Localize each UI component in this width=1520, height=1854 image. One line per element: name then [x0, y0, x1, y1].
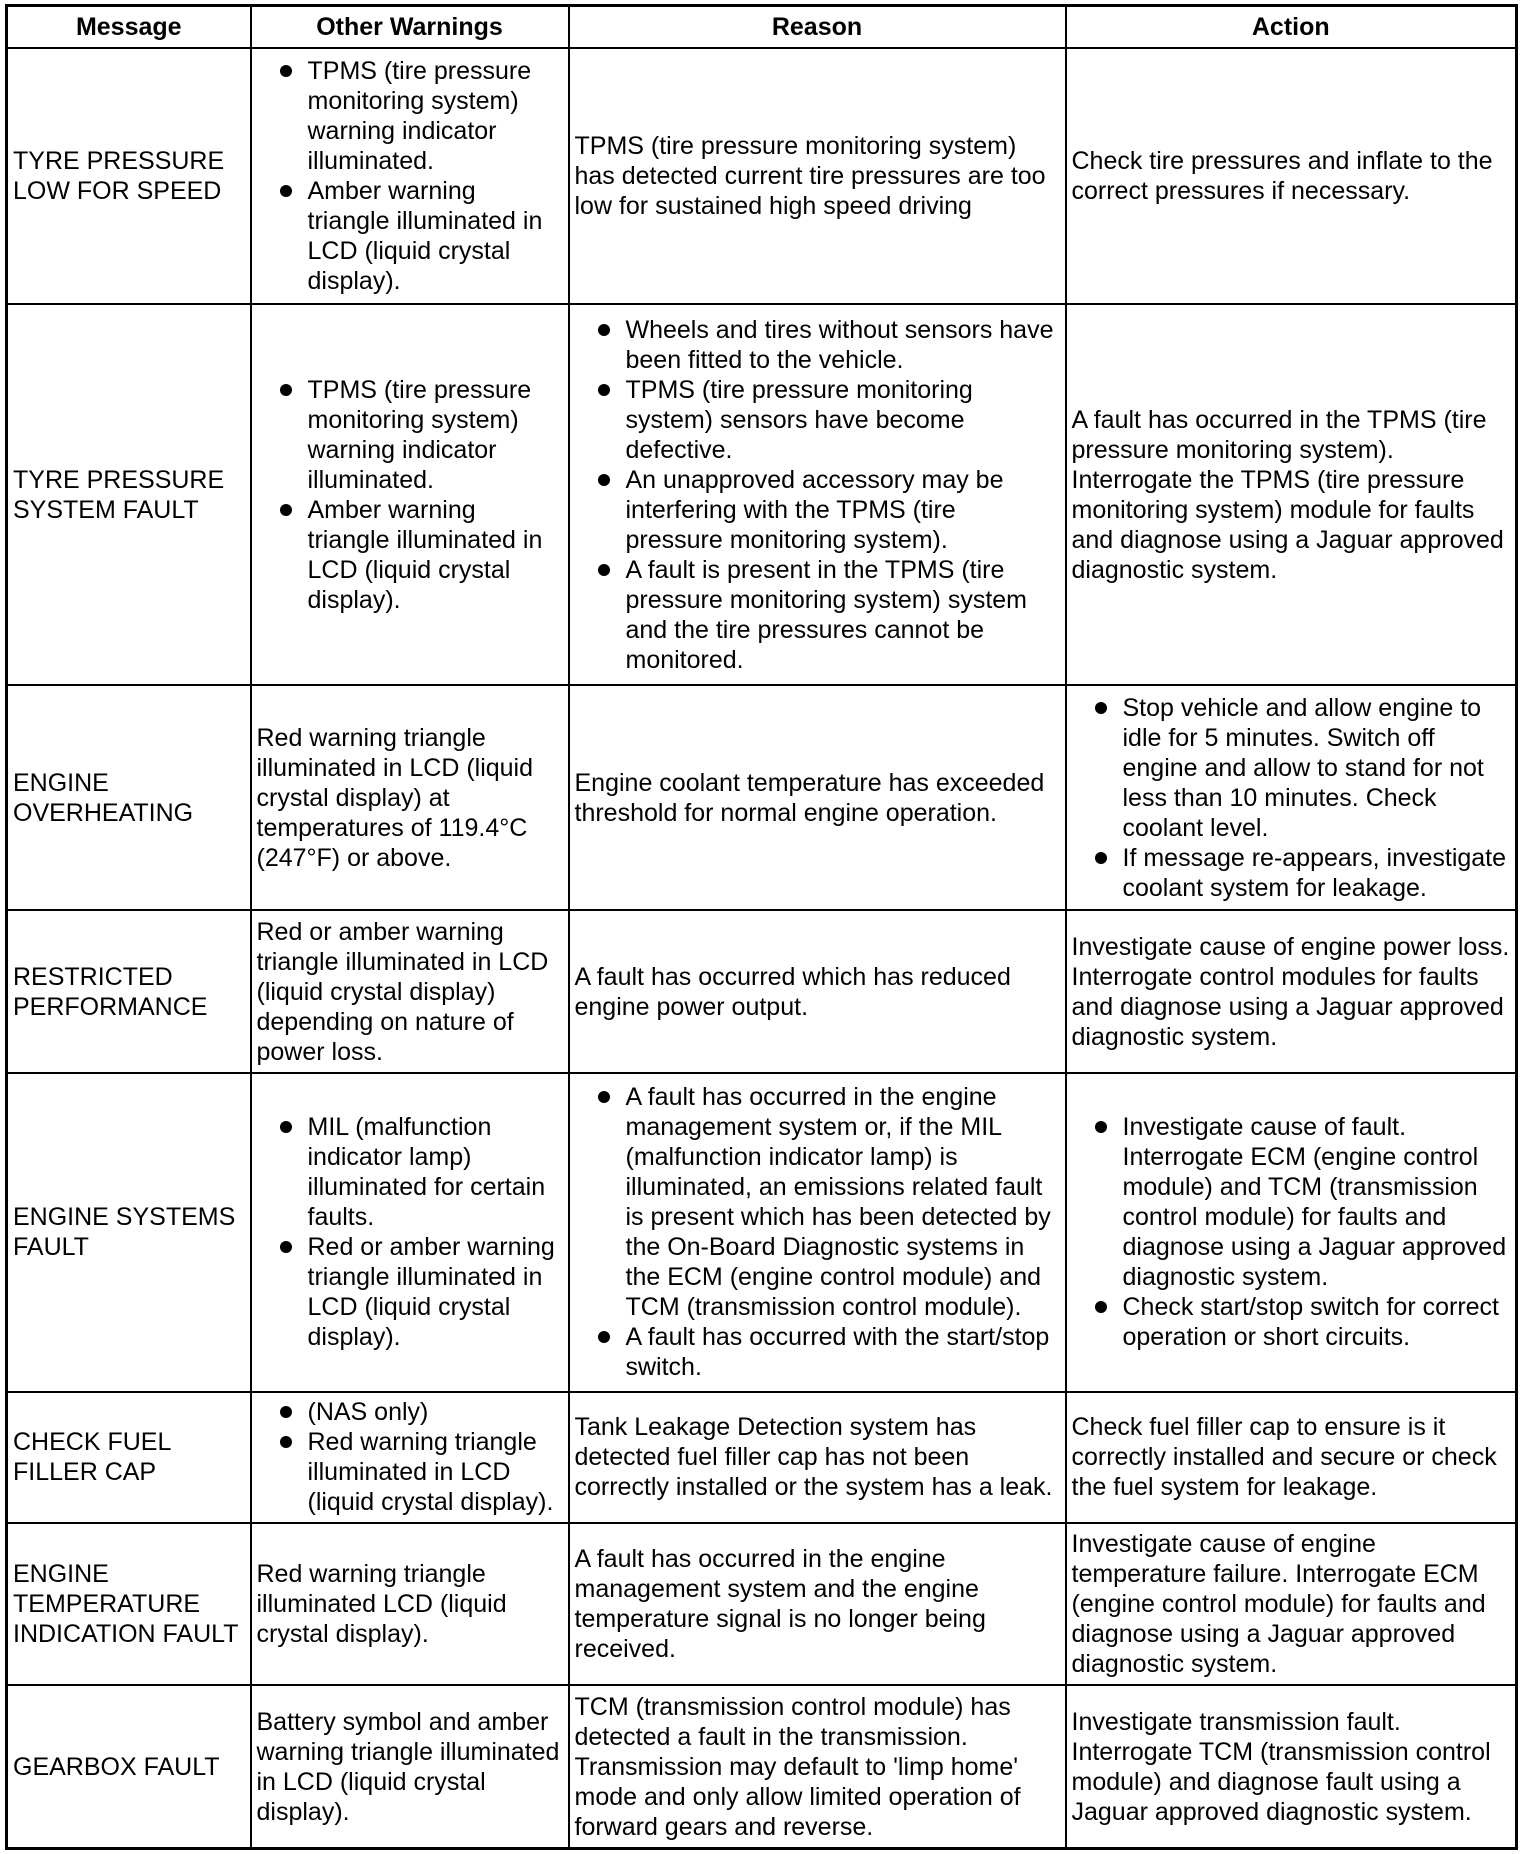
bullet-list	[575, 1082, 1060, 1382]
message-cell	[7, 685, 251, 910]
other-warnings-cell	[251, 48, 569, 304]
reason-cell	[569, 1392, 1066, 1523]
bullet-item: Wheels and tires without sensors have been fitted to the vehicle.	[575, 315, 1060, 375]
bullet-item: Check start/stop switch for correct operation or short circuits.	[1072, 1292, 1511, 1352]
message-cell	[7, 1685, 251, 1848]
message-cell	[7, 304, 251, 685]
reason-cell	[569, 685, 1066, 910]
other-warnings-cell	[251, 1523, 569, 1685]
reason-cell	[569, 910, 1066, 1072]
bullet-list	[257, 56, 563, 296]
table-row	[7, 910, 1517, 1072]
bullet-item: Red or amber warning triangle illuminated in LCD (liquid crystal display).	[257, 1232, 563, 1352]
bullet-item: A fault has occurred with the start/stop switch.	[575, 1322, 1060, 1382]
bullet-item: MIL (malfunction indicator lamp) illuminated for certain faults.	[257, 1112, 563, 1232]
action-cell	[1066, 685, 1517, 910]
warning-messages-table	[5, 4, 1518, 1850]
bullet-item: (NAS only)	[257, 1397, 563, 1427]
other-warnings-cell	[251, 1392, 569, 1523]
bullet-item: Stop vehicle and allow engine to idle for 5 minutes. Switch off engine and allow to stand for not less than 10 minutes. Check coolant level.	[1072, 693, 1511, 843]
other-warnings-cell-text: Red warning triangle illuminated in LCD (liquid crystal display) at temperatures of 119.4°C (247°F) or above.	[256, 723, 534, 872]
message-cell-text: GEARBOX FAULT	[13, 1752, 220, 1781]
bullet-list	[1072, 693, 1511, 903]
header-message: Message	[7, 6, 251, 49]
other-warnings-cell	[251, 1685, 569, 1848]
bullet-item: Amber warning triangle illuminated in LCD (liquid crystal display).	[257, 176, 563, 296]
reason-cell	[569, 1073, 1066, 1392]
action-cell	[1066, 48, 1517, 304]
reason-cell-text: TPMS (tire pressure monitoring system) has detected current tire pressures are too low for sustained high speed driving	[574, 132, 1046, 221]
action-cell	[1066, 1685, 1517, 1848]
bullet-list	[257, 375, 563, 615]
table-row	[7, 48, 1517, 304]
message-cell-text: ENGINE SYSTEMS FAULT	[13, 1203, 236, 1262]
reason-cell-text: Engine coolant temperature has exceeded threshold for normal engine operation.	[574, 768, 1045, 827]
message-cell-text: RESTRICTED PERFORMANCE	[13, 962, 208, 1021]
action-cell	[1066, 1392, 1517, 1523]
other-warnings-cell-text: Red or amber warning triangle illuminated in LCD (liquid crystal display) depending on nature of power loss.	[256, 917, 549, 1066]
message-cell-text: TYRE PRESSURE LOW FOR SPEED	[13, 147, 225, 206]
bullet-item: TPMS (tire pressure monitoring system) warning indicator illuminated.	[257, 375, 563, 495]
action-cell-text: Investigate cause of engine temperature failure. Interrogate ECM (engine control module) for faults and diagnose using a Jaguar approved diagnostic system.	[1071, 1530, 1486, 1679]
bullet-item: A fault has occurred in the engine management system or, if the MIL (malfunction indicator lamp) is illuminated, an emissions related fault is present which has been detected by the On-Board Diagnostic systems in the ECM (engine control module) and TCM (transmission control module).	[575, 1082, 1060, 1322]
action-cell	[1066, 1073, 1517, 1392]
action-cell-text: Investigate transmission fault. Interrogate TCM (transmission control module) and diagnose fault using a Jaguar approved diagnostic system.	[1071, 1707, 1491, 1826]
action-cell-text: Investigate cause of engine power loss. Interrogate control modules for faults and diagnose using a Jaguar approved diagnostic system.	[1071, 932, 1510, 1051]
bullet-item: TPMS (tire pressure monitoring system) sensors have become defective.	[575, 375, 1060, 465]
message-cell-text: ENGINE OVERHEATING	[13, 768, 194, 827]
message-cell	[7, 48, 251, 304]
bullet-item: TPMS (tire pressure monitoring system) warning indicator illuminated.	[257, 56, 563, 176]
other-warnings-cell-text: Battery symbol and amber warning triangle illuminated in LCD (liquid crystal display).	[256, 1707, 560, 1826]
table-row	[7, 1685, 1517, 1848]
bullet-list	[575, 315, 1060, 675]
other-warnings-cell-text: Red warning triangle illuminated LCD (liquid crystal display).	[256, 1560, 507, 1649]
reason-cell-text: Tank Leakage Detection system has detected fuel filler cap has not been correctly installed or the system has a leak.	[574, 1413, 1053, 1502]
other-warnings-cell	[251, 1073, 569, 1392]
table-body	[7, 48, 1517, 1849]
message-cell	[7, 1523, 251, 1685]
other-warnings-cell	[251, 685, 569, 910]
table-row	[7, 1523, 1517, 1685]
bullet-item: Amber warning triangle illuminated in LCD (liquid crystal display).	[257, 495, 563, 615]
action-cell-text: Check tire pressures and inflate to the correct pressures if necessary.	[1071, 147, 1493, 206]
action-cell-text: Check fuel filler cap to ensure is it correctly installed and secure or check the fuel system for leakage.	[1071, 1413, 1497, 1502]
table-row	[7, 1073, 1517, 1392]
action-cell	[1066, 910, 1517, 1072]
reason-cell	[569, 1523, 1066, 1685]
message-cell-text: CHECK FUEL FILLER CAP	[13, 1428, 172, 1487]
header-other-warnings: Other Warnings	[251, 6, 569, 49]
reason-cell-text: TCM (transmission control module) has detected a fault in the transmission. Transmission may default to 'limp home' mode and only allow limited operation of forward gears and reverse.	[574, 1692, 1021, 1841]
bullet-item: Red warning triangle illuminated in LCD (liquid crystal display).	[257, 1427, 563, 1517]
reason-cell-text: A fault has occurred in the engine management system and the engine temperature signal is no longer being received.	[574, 1545, 986, 1664]
bullet-item: Investigate cause of fault. Interrogate ECM (engine control module) and TCM (transmission control module) for faults and diagnose using a Jaguar approved diagnostic system.	[1072, 1112, 1511, 1292]
message-cell-text: TYRE PRESSURE SYSTEM FAULT	[13, 465, 225, 524]
bullet-list	[257, 1397, 563, 1517]
header-action: Action	[1066, 6, 1517, 49]
action-cell	[1066, 304, 1517, 685]
bullet-list	[257, 1112, 563, 1352]
message-cell-text: ENGINE TEMPERATURE INDICATION FAULT	[13, 1560, 239, 1649]
bullet-item: A fault is present in the TPMS (tire pressure monitoring system) system and the tire pressures cannot be monitored.	[575, 555, 1060, 675]
message-cell	[7, 1392, 251, 1523]
action-cell	[1066, 1523, 1517, 1685]
bullet-item: If message re-appears, investigate coolant system for leakage.	[1072, 843, 1511, 903]
message-cell	[7, 1073, 251, 1392]
table-row	[7, 685, 1517, 910]
action-cell-text: A fault has occurred in the TPMS (tire pressure monitoring system). Interrogate the TPMS (tire pressure monitoring system) module for faults and diagnose using a Jaguar approved diagnostic system.	[1071, 405, 1504, 584]
bullet-list	[1072, 1112, 1511, 1352]
other-warnings-cell	[251, 304, 569, 685]
other-warnings-cell	[251, 910, 569, 1072]
header-reason: Reason	[569, 6, 1066, 49]
message-cell	[7, 910, 251, 1072]
reason-cell	[569, 304, 1066, 685]
header-row	[7, 6, 1517, 49]
table-row	[7, 1392, 1517, 1523]
reason-cell	[569, 1685, 1066, 1848]
reason-cell	[569, 48, 1066, 304]
reason-cell-text: A fault has occurred which has reduced engine power output.	[574, 962, 1011, 1021]
table-row	[7, 304, 1517, 685]
bullet-item: An unapproved accessory may be interfering with the TPMS (tire pressure monitoring system).	[575, 465, 1060, 555]
